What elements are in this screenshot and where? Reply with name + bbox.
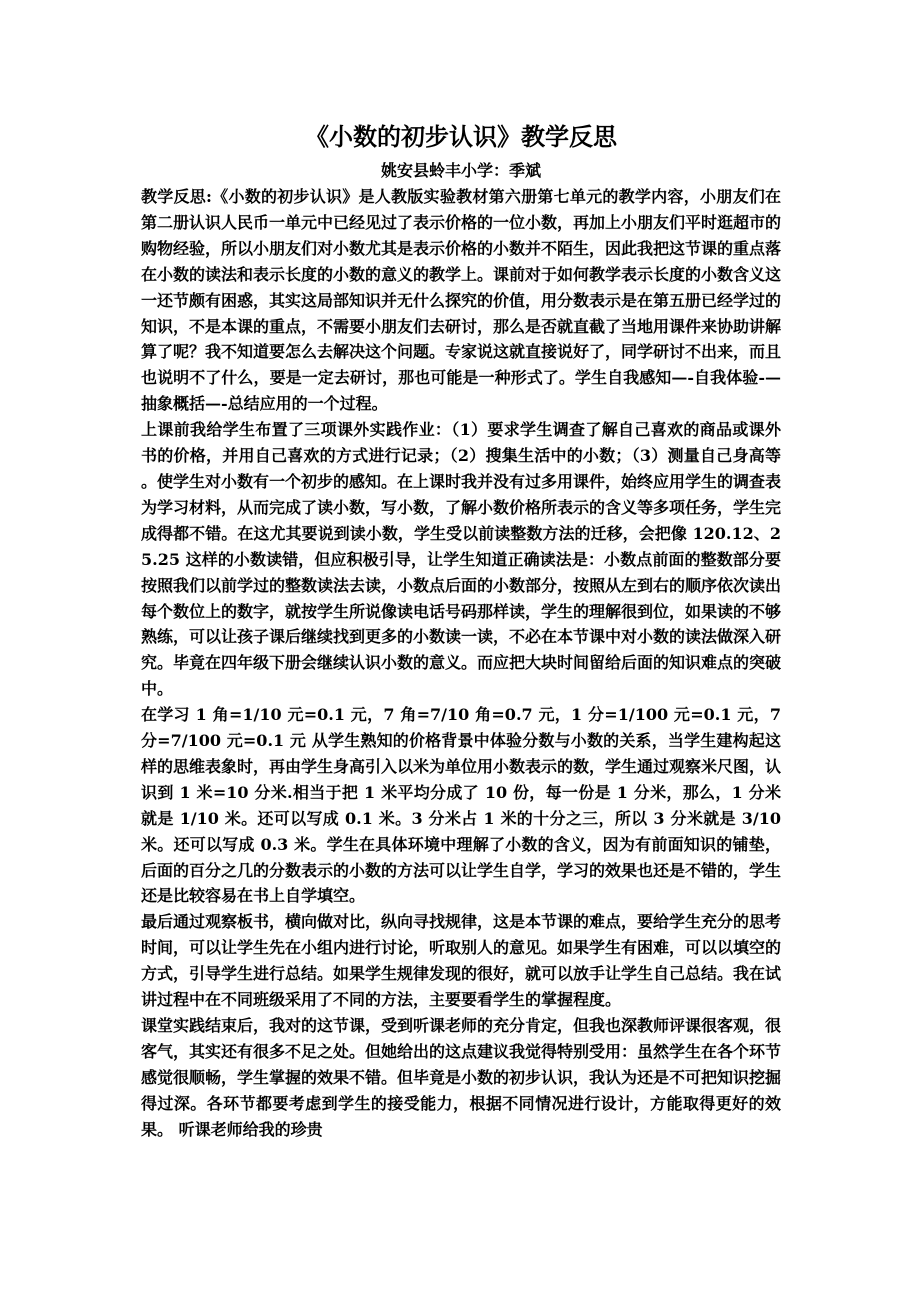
document-author: 姚安县蛉丰小学：季斌 [380, 161, 541, 180]
paragraph-5: 课堂实践结束后，我对的这节课，受到听课老师的充分肯定，但我也深教师评课很客观，很客气，其实还有很多不足之处。但她给出的这点建议我觉得特别受用：虽然学生在各个环节感觉很顺畅，学生掌握的效果不错。但毕竟是小数的初步认识，我认为还是不可把知识挖掘得过深。各环节都要考虑到学生的接受能力，根据不同情况进行设计，方能取得更好的效果。 听课老师给我的珍贵 [141, 1016, 782, 1139]
paragraph-2: 上课前我给学生布置了三项课外实践作业：（1）要求学生调查了解自己喜欢的商品或课外书的价格，并用自己喜欢的方式进行记录；（2）搜集生活中的小数；（3）测量自己身高等 。使学生对小数有一个初步的感知。在上课时我并没有过多用课件，始终应用学生的调查表为学习材料，从而完成了读小数，写小数，了解小数价格所表示的含义等多项任务，学生完成得都不错。在这尤其要说到读小数，学生受以前读整数方法的迁移，会把像 120.12、25.25 这样的小数读错，但应积极引导，让学生知道正确读法是：小数点前面的整数部分要按照我们以前学过的整数读法去读，小数点后面的小数部分，按照从左到右的顺序依次读出每个数位上的数字，就按学生所说像读电话号码那样读，学生的理解很到位，如果读的不够熟练，可以让孩子课后继续找到更多的小数读一读，不必在本节课中对小数的读法做深入研究。毕竟在四年级下册会继续认识小数的意义。而应把大块时间留给后面的知识难点的突破中。 [141, 420, 782, 699]
document-title: 《小数的初步认识》教学反思 [305, 122, 617, 151]
paragraph-3: 在学习 1 角=1/10 元=0.1 元，7 角=7/10 角=0.7 元，1 分=1/100 元=0.1 元，7 分=7/100 元=0.1 元 从学生熟知的价格背景中体验分数与小数的关系，当学生建构起这样的思维表象时，再由学生身高引入以米为单位用小数表示的数，学生通过观察米尺图，认识到 1 米=10 分米.相当于把 1 米平均分成了 10 份，每一份是 1 分米，那么，1 分米就是 1/10 米。还可以写成 0.1 米。3 分米占 1 米的十分之三，所以 3 分米就是 3/10 米。还可以写成 0.3 米。学生在具体环境中理解了小数的含义，因为有前面知识的铺垫，后面的百分之几的分数表示的小数的方法可以让学生自学，学习的效果也还是不错的，学生还是比较容易在书上自学填空。 [141, 705, 782, 906]
document-body [141, 118, 781, 1143]
paragraph-4: 最后通过观察板书，横向做对比，纵向寻找规律，这是本节课的难点，要给学生充分的思考时间，可以让学生先在小组内进行讨论，听取别人的意见。如果学生有困难，可以以填空的方式，引导学生进行总结。如果学生规律发现的很好，就可以放手让学生自己总结。我在试讲过程中在不同班级采用了不同的方法，主要要看学生的掌握程度。 [141, 912, 782, 1010]
paragraph-1: 教学反思:《小数的初步认识》是人教版实验教材第六册第七单元的教学内容，小朋友们在第二册认识人民币一单元中已经见过了表示价格的一位小数，再加上小朋友们平时逛超市的购物经验，所以小朋友们对小数尤其是表示价格的小数并不陌生，因此我把这节课的重点落在小数的读法和表示长度的小数的意义的教学上。课前对于如何教学表示长度的小数含义这一还节颇有困惑，其实这局部知识并无什么探究的价值，用分数表示是在第五册已经学过的知识，不是本课的重点，不需要小朋友们去研讨，那么是否就直截了当地用课件来协助讲解算了呢？我不知道要怎么去解决这个问题。专家说这就直接说好了，同学研讨不出来，而且也说明不了什么，要是一定去研讨，那也可能是一种形式了。学生自我感知—-自我体验-—抽象概括—-总结应用的一个过程。 [141, 187, 782, 414]
